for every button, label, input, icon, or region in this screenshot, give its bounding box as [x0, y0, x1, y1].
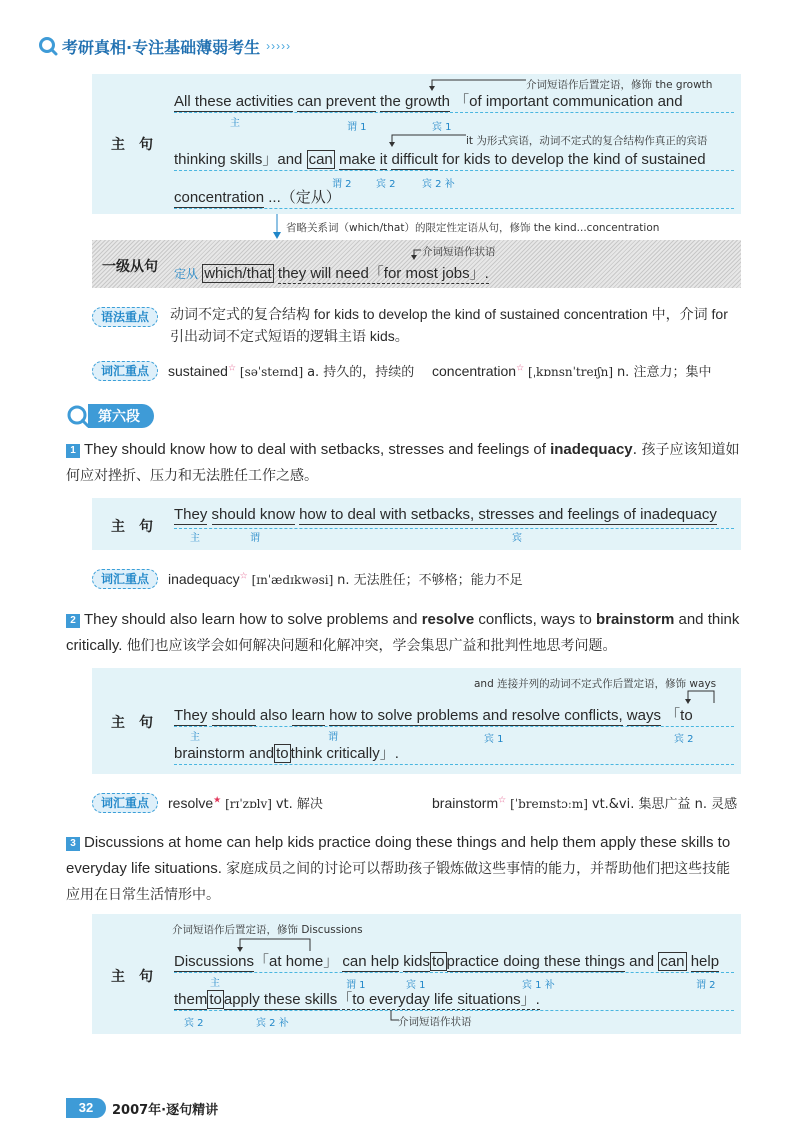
object-complement: difficult: [391, 151, 438, 168]
main-sentence-box-2: [92, 498, 741, 550]
sentence-line-1: [174, 704, 693, 725]
infinitive-marker: to: [431, 953, 445, 970]
english-text: They should know how to deal with setbacks, stresses and feelings of: [84, 441, 546, 458]
box-label: 主 句: [111, 969, 153, 985]
star-icon: ★: [213, 794, 222, 805]
infinitive-marker: to: [276, 745, 289, 762]
vocab-definition: a. 持久的，持续的: [307, 365, 415, 380]
box-label: 主 句: [111, 715, 153, 731]
object-1: how to solve problems and resolve conflicts,: [329, 707, 623, 724]
connector-icon: [410, 246, 422, 260]
predicate: learn: [291, 707, 325, 724]
vocab-line: [168, 569, 523, 588]
role-predicate: 谓: [328, 732, 338, 743]
vocab-word: concentration: [432, 363, 517, 379]
clause-body: they will need「for most jobs」.: [277, 265, 489, 282]
role-object-2: 宾 2: [376, 179, 396, 190]
text-segment: thinking skills」and: [174, 151, 303, 168]
subject: Discussions: [174, 953, 255, 970]
sentence-number: 3: [66, 837, 80, 851]
role-subject: 主: [190, 533, 200, 544]
object-2: them: [174, 991, 208, 1008]
note-top: 介词短语作后置定语，修饰 Discussions: [172, 924, 363, 936]
role-subject: 主: [190, 732, 200, 743]
subject: They: [174, 707, 208, 724]
predicate: make: [338, 151, 376, 168]
vocab-word: brainstorm: [432, 795, 499, 811]
predicate: can prevent: [297, 93, 376, 110]
box-label: 一级从句: [102, 259, 158, 275]
role-object: 宾: [512, 533, 522, 544]
down-arrow-icon: [272, 214, 282, 240]
attribute: 「of important communication and: [454, 93, 683, 110]
vocab-tag: 词汇重点: [92, 793, 158, 813]
english-text: They should also learn how to solve problems and: [84, 611, 418, 628]
connector-icon: [684, 688, 724, 704]
star-icon: ☆: [239, 570, 248, 581]
predicate-boxed: can: [308, 151, 333, 168]
role-complement-2: 宾 2 补: [256, 1018, 289, 1029]
divider-dashed: [174, 112, 734, 113]
vocab-tag: 词汇重点: [92, 569, 158, 589]
sentence-line: [174, 506, 717, 523]
vocab-line: [168, 793, 323, 812]
key-word: resolve: [421, 611, 475, 628]
relative-pronoun: which/that: [204, 265, 272, 282]
vocab-word: inadequacy: [168, 571, 240, 587]
box-label: 主 句: [111, 137, 153, 153]
vocab-word: sustained: [168, 363, 228, 379]
vocab-definition: n. 无法胜任；不够格；能力不足: [337, 573, 523, 588]
vocab-line: [432, 361, 711, 380]
sentence-paragraph-1: [66, 437, 742, 489]
role-object-1: 宾 1: [484, 734, 504, 745]
vocab-definition: vt.&vi. 集思广益 n. 灵感: [591, 797, 738, 812]
role-complement-2: 宾 2 补: [422, 179, 455, 190]
role-complement-1: 宾 1 补: [522, 980, 555, 991]
chinese-translation: 家庭成员之间的讨论可以帮助孩子锻炼做这些事情的能力，并帮助他们把这些技能应用在日常生活情形中。: [66, 861, 731, 903]
divider-dashed: [174, 972, 734, 973]
sentence-line-2: [174, 148, 706, 169]
divider-dashed: [174, 726, 734, 727]
complement-1: practice doing these things: [446, 953, 625, 970]
note-top: and 连接并列的动词不定式作后置定语，修饰 ways: [474, 678, 717, 690]
clause-sentence: [174, 262, 489, 283]
role-predicate-2: 谓 2: [696, 980, 716, 991]
vocab-definition: vt. 解决: [275, 797, 323, 812]
vocab-phonetic: [ɪnˈædɪkwəsi]: [251, 573, 334, 587]
english-text: and think critically.: [66, 611, 740, 654]
divider-dashed: [174, 170, 734, 171]
key-word: brainstorm: [595, 611, 675, 628]
predicate-boxed: can: [660, 953, 685, 970]
page-header: [38, 34, 291, 58]
section-label: 第六段: [88, 404, 154, 428]
header-title: 考研真相·专注基础薄弱考生: [62, 37, 261, 57]
clause-box: [92, 240, 741, 288]
role-object-1: 宾 1: [406, 980, 426, 991]
note-mid: it 为形式宾语，动词不定式的复合结构作真正的宾语: [466, 135, 708, 147]
grammar-text: 动词不定式的复合结构 for kids to develop the kind of sustained concentration 中，介词 for 引出动词不定式短语的逻辑主语 kids。: [170, 306, 728, 344]
clause-note: 介词短语作状语: [422, 246, 496, 258]
chinese-translation: 他们也应该学会如何解决问题和化解冲突，学会集思广益和批判性地思考问题。: [126, 638, 617, 654]
predicate-2: help: [690, 953, 720, 970]
text-segment: brainstorm and: [174, 745, 275, 762]
connector-icon: [388, 132, 468, 148]
sentence-line-1: [174, 950, 719, 971]
role-object-2: 宾 2: [674, 734, 694, 745]
antecedent: concentration: [174, 189, 265, 206]
divider-dashed: [174, 208, 734, 209]
note-bottom: 介词短语作状语: [398, 1016, 472, 1028]
sentence-number: 2: [66, 614, 80, 628]
role-clause: 定从: [174, 267, 199, 281]
main-sentence-box-3: [92, 668, 741, 774]
predicate-1: can help: [342, 953, 400, 970]
attribute: 「at home」: [254, 953, 339, 970]
sentence-line-2: [174, 742, 399, 763]
conjunction: and: [629, 953, 655, 970]
role-predicate: 谓: [250, 533, 260, 544]
search-icon: [66, 404, 90, 428]
vocab-word: resolve: [168, 795, 214, 811]
vocab-phonetic: [səˈsteɪnd]: [239, 365, 304, 379]
adverb: also: [259, 707, 288, 724]
subject: They: [174, 506, 208, 523]
divider-dashed: [174, 1010, 734, 1011]
footer-title: 2007年·逐句精讲: [112, 1103, 219, 1118]
sentence-line-1: [174, 90, 683, 111]
grammar-tag: 语法重点: [92, 307, 158, 327]
vocab-line: [432, 793, 737, 812]
text-segment: ...（定从）: [268, 189, 341, 206]
main-sentence-box-1: [92, 74, 741, 214]
key-word: inadequacy: [550, 441, 633, 458]
main-sentence-box-4: [92, 914, 741, 1034]
vocab-phonetic: [rɪˈzɒlv]: [225, 797, 272, 811]
star-icon: ☆: [227, 362, 237, 373]
predicate: should know: [211, 506, 295, 523]
object-1: kids: [403, 953, 430, 970]
sentence-number: 1: [66, 444, 80, 458]
box-label: 主 句: [111, 519, 153, 535]
role-predicate: 谓 1: [347, 122, 367, 133]
vocab-phonetic: [ˈbreɪnstɔːm]: [510, 797, 588, 811]
text-segment: for kids to develop the kind of sustained: [442, 151, 706, 168]
header-arrows: ›››››: [266, 39, 292, 53]
vocab-tag: 词汇重点: [92, 361, 158, 381]
english-text: Discussions at home can help kids practice doing these things and help them apply these skills to everyday life situations.: [66, 834, 731, 877]
page-number: 32: [66, 1098, 106, 1118]
role-object: 宾 1: [432, 122, 452, 133]
predicate: should: [211, 707, 256, 724]
sentence-line-3: [174, 186, 341, 207]
vocab-phonetic: [ˌkɒnsnˈtreɪʃn]: [528, 365, 614, 379]
role-predicate-2: 谓 2: [332, 179, 352, 190]
complement-2: apply these skills: [223, 991, 338, 1008]
formal-object: it: [379, 151, 388, 168]
adverbial: 「to everyday life situations」.: [337, 991, 540, 1008]
role-subject: 主: [230, 118, 240, 129]
role-predicate-1: 谓 1: [346, 980, 366, 991]
star-icon: ☆: [498, 794, 507, 805]
star-icon: ☆: [516, 362, 525, 373]
vocab-line: [168, 361, 414, 380]
sentence-line-2: [174, 988, 540, 1009]
sentence-paragraph-3: [66, 830, 742, 908]
subject: All these activities: [174, 93, 294, 110]
sentence-paragraph-2: [66, 607, 742, 659]
chinese-translation: . 孩子应该知道如何应对挫折、压力和无法胜任工作之感。: [66, 442, 740, 484]
object: the growth: [379, 93, 450, 110]
role-object-2: 宾 2: [184, 1018, 204, 1029]
attribute-start: 「to: [665, 707, 693, 724]
note-top: 介词短语作后置定语，修饰 the growth: [526, 79, 713, 91]
arrow-note: 省略关系词（which/that）的限定性定语从句，修饰 the kind...concentration: [286, 222, 660, 234]
section-title: [66, 404, 154, 428]
text-segment: think critically」.: [290, 745, 399, 762]
english-text: conflicts, ways to: [478, 611, 592, 628]
object-2: ways: [626, 707, 661, 724]
vocab-definition: n. 注意力；集中: [616, 365, 712, 380]
divider-dashed: [174, 764, 734, 765]
search-icon: [38, 36, 58, 56]
infinitive-marker: to: [209, 991, 222, 1008]
object: how to deal with setbacks, stresses and feelings of inadequacy: [299, 506, 717, 523]
role-subject: 主: [210, 978, 220, 989]
